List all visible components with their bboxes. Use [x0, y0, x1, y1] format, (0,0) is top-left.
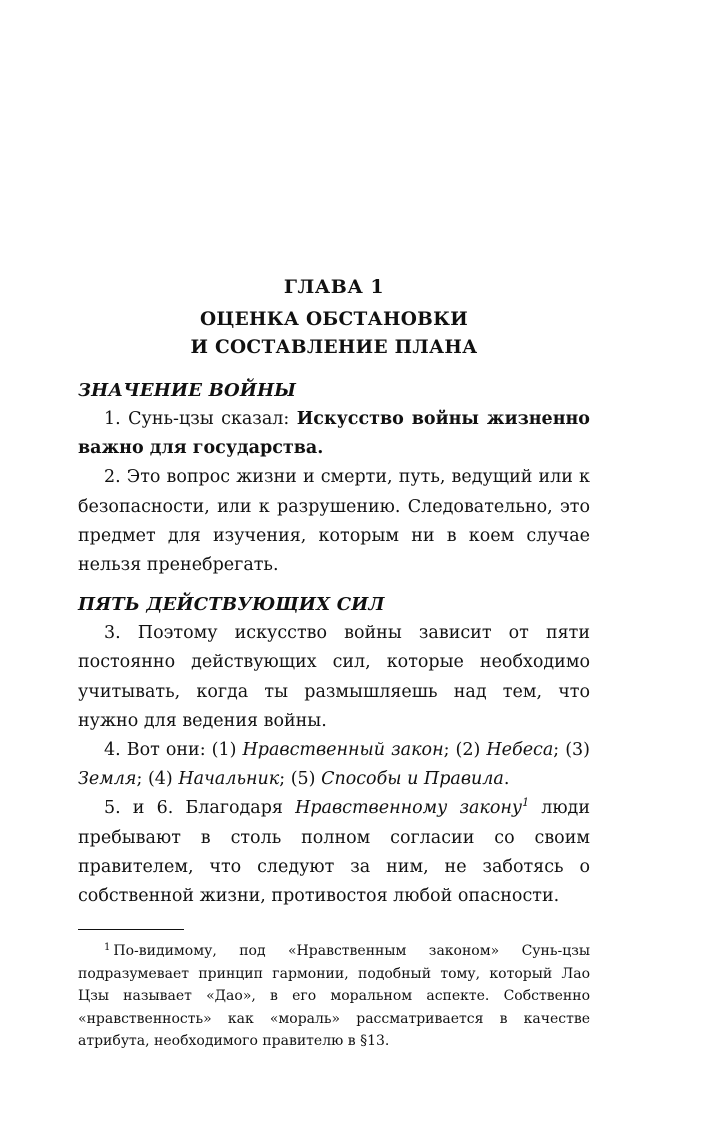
paragraph-1-lead: 1. Сунь-цзы сказал: — [104, 409, 297, 429]
paragraph-5-lead: 5. и 6. Благодаря — [104, 798, 296, 819]
footnote-divider — [78, 929, 184, 930]
separator: ; (3) — [553, 740, 591, 761]
paragraph-5-rest: люди пребывают в столь полном согласии со своим правителем, что следуют за ним, не заботясь о собственной жизни, противостоя любой опасности. — [78, 798, 590, 907]
separator: ; (4) — [136, 769, 179, 790]
force-method-discipline: Способы и Правила — [321, 769, 504, 790]
paragraph-4 — [78, 736, 590, 794]
paragraph-1 — [78, 405, 590, 463]
section-heading-five-forces: ПЯТЬ ДЕЙСТВУЮЩИХ СИЛ — [78, 594, 385, 616]
sentence-end: . — [503, 769, 510, 790]
separator: ; (5) — [279, 769, 322, 790]
footnote-reference[interactable]: 1 — [522, 796, 530, 810]
paragraph-5-italic: Нравственному закону — [295, 798, 523, 819]
section-heading-significance: ЗНАЧЕНИЕ ВОЙНЫ — [78, 380, 297, 401]
paragraph-1-bold: Искусство войны жизненно важно для государства. — [78, 409, 590, 459]
chapter-label: ГЛАВА 1 — [283, 276, 385, 298]
paragraph-5 — [78, 794, 590, 911]
footnote-mark: 1 — [104, 941, 111, 953]
footnote — [78, 940, 590, 1053]
chapter-title-line-1: ОЦЕНКА ОБСТАНОВКИ — [199, 309, 469, 330]
paragraph-2: 2. Это вопрос жизни и смерти, путь, ведущий или к безопасности, или к разрушению. Следовательно, это предмет для изучения, которым ни в коем случае нельзя пренебрегать. — [78, 467, 590, 576]
force-heaven: Небеса — [486, 740, 554, 761]
force-commander: Начальник — [178, 769, 280, 790]
footnote-text: По-видимому, под «Нравственным законом» Сунь-цзы подразумевает принцип гармонии, подобный тому, который Лао Цзы называет «Дао», в его моральном аспекте. Собственно «нравственность» как «мораль» рассматривается в качестве атрибута, необходимого правителю в §13. — [78, 943, 590, 1050]
force-moral-law: Нравственный закон — [242, 740, 444, 761]
chapter-title — [78, 306, 590, 362]
separator: ; (2) — [443, 740, 487, 761]
paragraph-3: 3. Поэтому искусство войны зависит от пяти постоянно действующих сил, которые необходимо учитывать, когда ты размышляешь над тем, что нужно для ведения войны. — [78, 623, 590, 731]
chapter-title-line-2: И СОСТАВЛЕНИЕ ПЛАНА — [190, 337, 478, 358]
book-page — [78, 272, 590, 1053]
force-earth: Земля — [78, 769, 137, 790]
paragraph-4-lead: 4. Вот они: (1) — [104, 740, 243, 761]
